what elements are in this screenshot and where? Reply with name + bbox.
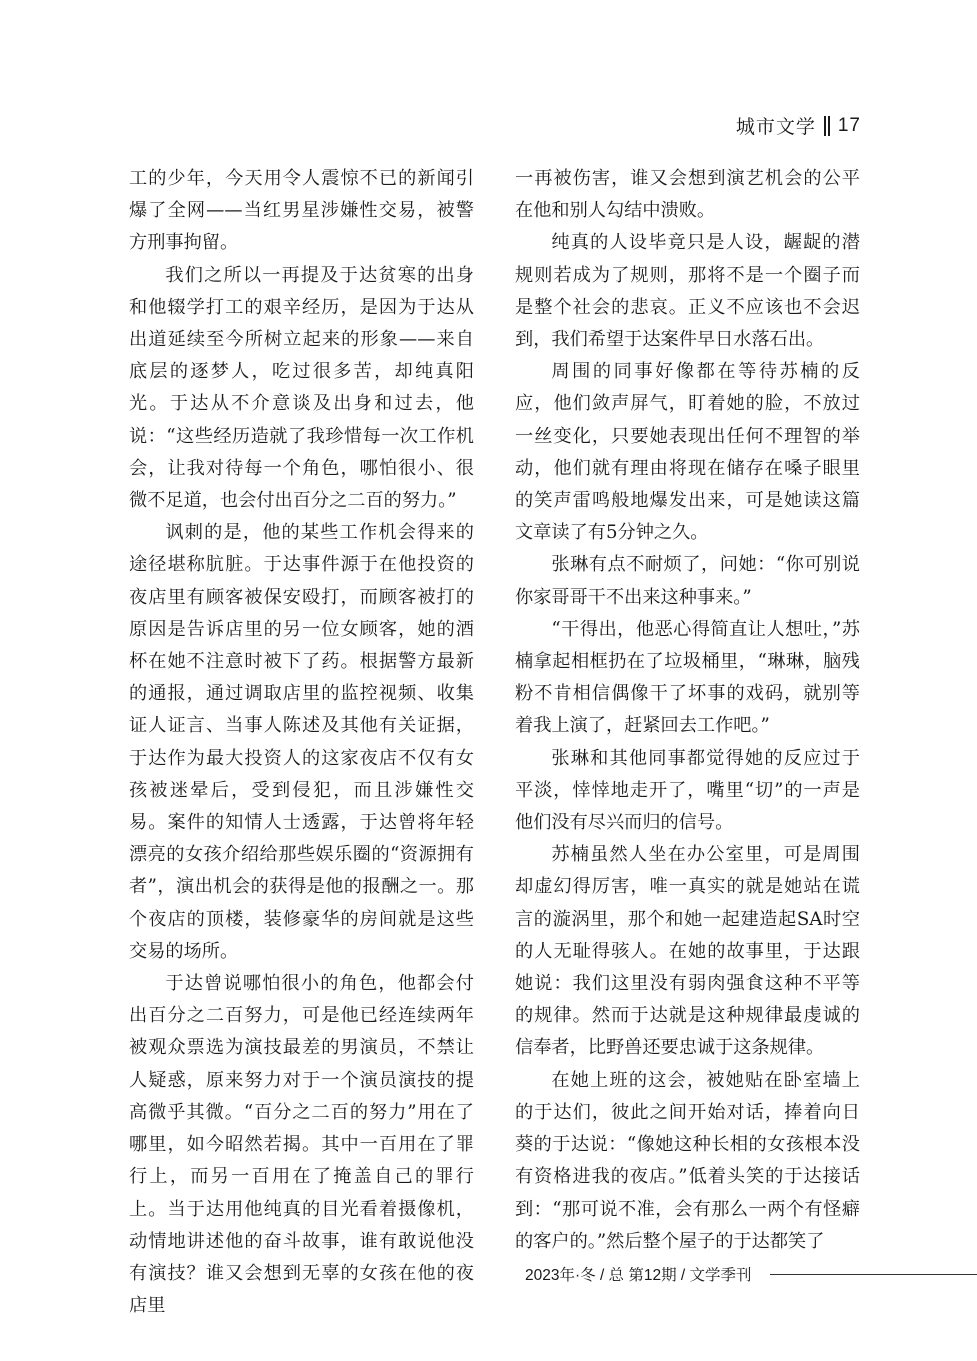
paragraph: 工的少年，今天用令人震惊不已的新闻引爆了全网——当红男星涉嫌性交易，被警方刑事拘留。 [129, 168, 474, 254]
paragraph: 周围的同事好像都在等待苏楠的反应，他们敛声屏气，盯着她的脸，不放过一丝变化，只要她表现出任何不理智的举动，他们就有理由将现在储存在嗓子眼里的笑声雷鸣般地爆发出来，可是她读这篇文章读了有5分钟之久。 [515, 361, 860, 544]
paragraph: 讽刺的是，他的某些工作机会得来的途径堪称肮脏。于达事件源于在他投资的夜店里有顾客被保安殴打，而顾客被打的原因是告诉店里的另一位女顾客，她的酒杯在她不注意时被下了药。根据警方最新的通报，通过调取店里的监控视频、收集证人证言、当事人陈述及其他有关证据，于达作为最大投资人的这家夜店不仅有女孩被迷晕后，受到侵犯，而且涉嫌性交易。案件的知情人士透露，于达曾将年轻漂亮的女孩介绍给那些娱乐圈的“资源拥有者”，演出机会的获得是他的报酬之一。那个夜店的顶楼，装修豪华的房间就是这些交易的场所。 [129, 522, 474, 962]
paragraph: 一再被伤害，谁又会想到演艺机会的公平在他和别人勾结中溃败。 [515, 168, 860, 222]
page-footer [525, 1263, 977, 1285]
paragraph: 张琳有点不耐烦了，问她：“你可别说你家哥哥干不出来这种事来。” [515, 554, 860, 608]
paragraph: 苏楠虽然人坐在办公室里，可是周围却虚幻得厉害，唯一真实的就是她站在谎言的漩涡里，那个和她一起建造起SA时空的人无耻得骇人。在她的故事里，于达跟她说：我们这里没有弱肉强食这种不平等的规律。然而于达就是这种规律最虔诚的信奉者，比野兽还要忠诚于这条规律。 [515, 844, 860, 1059]
right-text-column [515, 163, 860, 1258]
header-separator [824, 116, 830, 136]
page-number: 17 [837, 114, 861, 136]
paragraph: 在她上班的这会，被她贴在卧室墙上的于达们，彼此之间开始对话，捧着向日葵的于达说：“像她这种长相的女孩根本没有资格进我的夜店。”低着头笑的于达接话到：“那可说不准，会有那么一两个有怪癖的客户的。”然后整个屋子的于达都笑了 [515, 1069, 860, 1252]
issue-info: 2023年·冬 / 总 第12期 / 文学季刊 [525, 1267, 752, 1284]
paragraph: “干得出，他恶心得简直让人想吐，”苏楠拿起相框扔在了垃圾桶里，“琳琳，脑残粉不肯相信偶像干了坏事的戏码，就别等着我上演了，赶紧回去工作吧。” [515, 618, 860, 737]
paragraph: 于达曾说哪怕很小的角色，他都会付出百分之二百努力，可是他已经连续两年被观众票选为演技最差的男演员，不禁让人疑惑，原来努力对于一个演员演技的提高微乎其微。“百分之二百的努力”用在了哪里，如今昭然若揭。其中一百用在了罪行上，而另一百用在了掩盖自己的罪行上。当于达用他纯真的目光看着摄像机，动情地讲述他的奋斗故事，谁有敢说他没有演技？谁又会想到无辜的女孩在他的夜店里 [129, 973, 474, 1317]
paragraph: 我们之所以一再提及于达贫寒的出身和他辍学打工的艰辛经历，是因为于达从出道延续至今所树立起来的形象——来自底层的逐梦人，吃过很多苦，却纯真阳光。于达从不介意谈及出身和过去，他说：“这些经历造就了我珍惜每一次工作机会，让我对待每一个角色，哪怕很小、很微不足道，也会付出百分之二百的努力。” [129, 264, 474, 512]
left-text-column [129, 163, 474, 1322]
paragraph: 张琳和其他同事都觉得她的反应过于平淡，悻悻地走开了，嘴里“切”的一声是他们没有尽兴而归的信号。 [515, 747, 860, 834]
paragraph: 纯真的人设毕竟只是人设，龌龊的潜规则若成为了规则，那将不是一个圈子而是整个社会的悲哀。正义不应该也不会迟到，我们希望于达案件早日水落石出。 [515, 232, 860, 351]
journal-title: 城市文学 [735, 117, 816, 138]
running-header [736, 112, 861, 139]
footer-rule [770, 1274, 977, 1275]
